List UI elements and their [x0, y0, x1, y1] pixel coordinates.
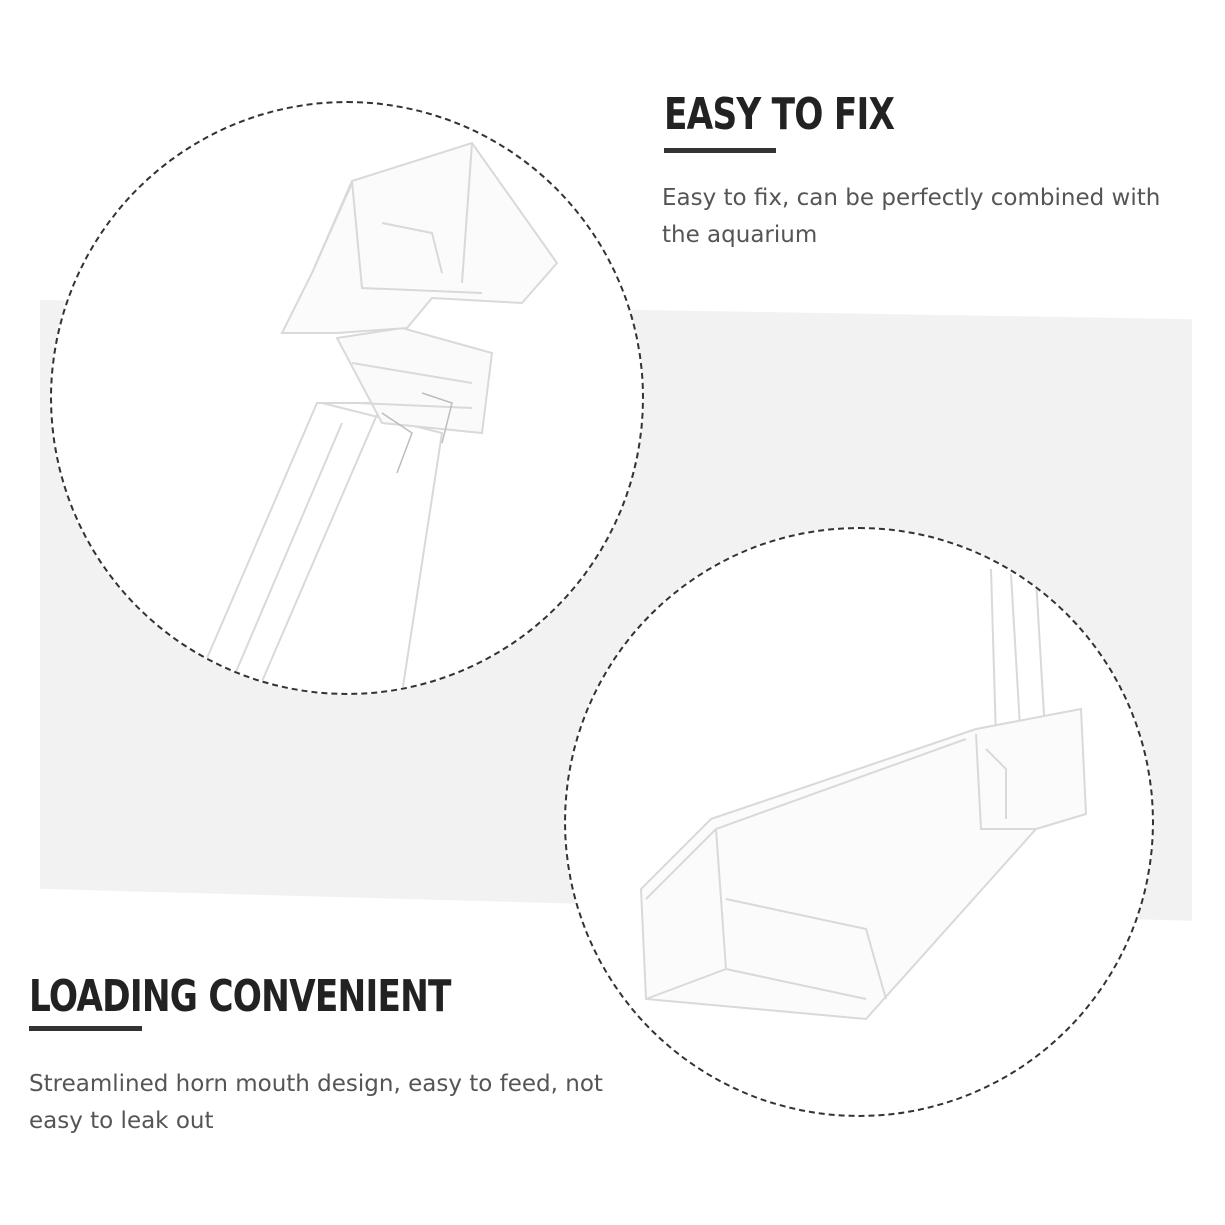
heading-underline — [664, 148, 776, 153]
description-loading-convenient: Streamlined horn mouth design, easy to feed, not easy to leak out — [29, 1071, 603, 1134]
product-detail-circle-clip — [50, 101, 644, 695]
description-easy-to-fix: Easy to fix, can be perfectly combined with the aquarium — [662, 185, 1161, 248]
product-detail-circle-horn — [564, 527, 1154, 1117]
heading-loading-convenient: LOADING CONVENIENT — [29, 971, 451, 1022]
heading-underline — [29, 1026, 142, 1031]
feeder-horn-illustration — [566, 529, 1152, 1115]
feeder-clip-illustration — [52, 103, 642, 693]
heading-easy-to-fix: EASY TO FIX — [664, 89, 895, 140]
